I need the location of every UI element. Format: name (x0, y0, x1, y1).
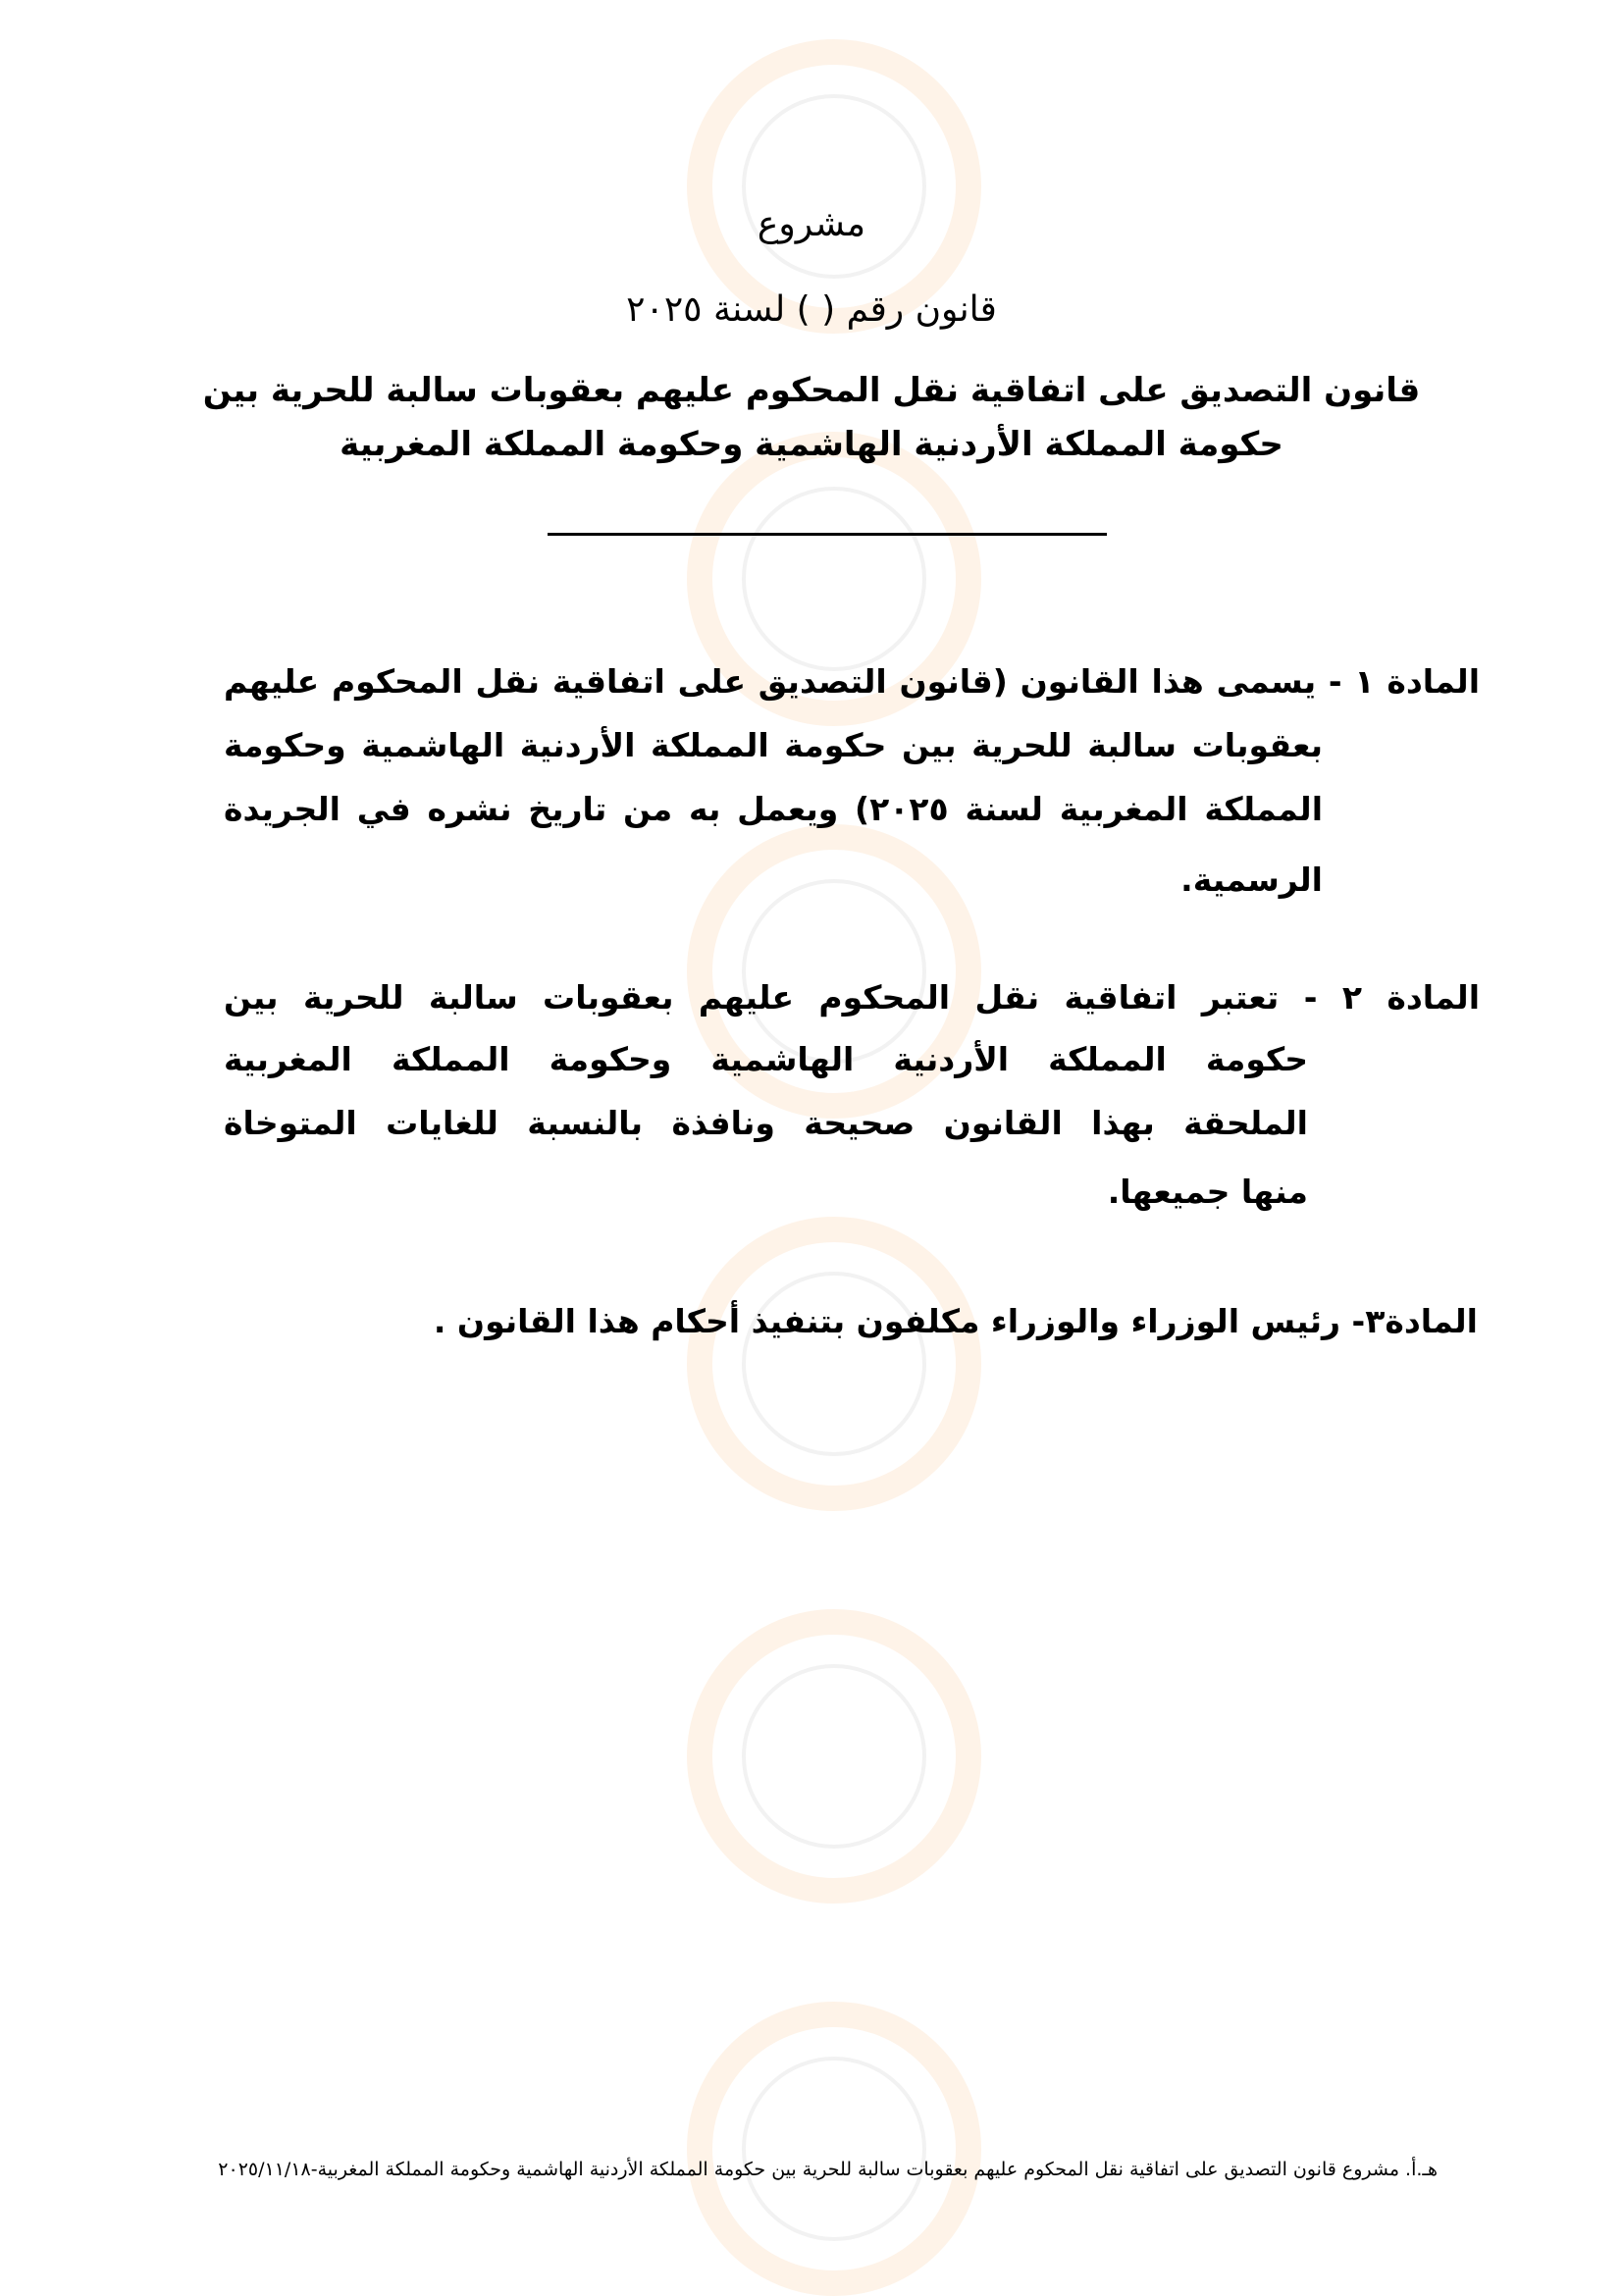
article-line: الرسمية. (1180, 861, 1323, 899)
watermark-clock-icon (687, 2002, 981, 2296)
watermark-clock-icon (687, 1217, 981, 1511)
article-line: منها جميعها. (1107, 1173, 1308, 1211)
divider (548, 533, 1107, 536)
article-line: المادة ١ - يسمى هذا القانون (قانون التصديق على اتفاقية نقل المحكوم عليهم (224, 662, 1481, 701)
footer-reference: هـ.أ. مشروع قانون التصديق على اتفاقية نقل المحكوم عليهم بعقوبات سالبة للحرية بين حكومة المملكة الأردنية الهاشمية وحكومة المملكة المغربية-٢٠٢٥/١١/١٨ (218, 2159, 1438, 2180)
law-subject-line-2: حكومة المملكة الأردنية الهاشمية وحكومة المملكة المغربية (340, 425, 1283, 464)
article-line: المادة ٢ - تعتبر اتفاقية نقل المحكوم عليهم بعقوبات سالبة للحرية بين (224, 978, 1481, 1017)
article-line: المملكة المغربية لسنة ٢٠٢٥) ويعمل به من تاريخ نشره في الجريدة (224, 790, 1323, 828)
article-line: بعقوبات سالبة للحرية بين حكومة المملكة الأردنية الهاشمية وحكومة (224, 726, 1323, 764)
watermark-clock-icon (687, 1609, 981, 1904)
article-line: حكومة المملكة الأردنية الهاشمية وحكومة المملكة المغربية (224, 1040, 1308, 1078)
article-line: الملحقة بهذا القانون صحيحة ونافذة بالنسبة للغايات المتوخاة (224, 1104, 1308, 1142)
draft-label: مشروع (757, 204, 866, 244)
article-line: المادة٣- رئيس الوزراء والوزراء مكلفون بتنفيذ أحكام هذا القانون . (433, 1302, 1478, 1340)
law-subject-line-1: قانون التصديق على اتفاقية نقل المحكوم عليهم بعقوبات سالبة للحرية بين (202, 371, 1421, 410)
law-number: قانون رقم ( ) لسنة ٢٠٢٥ (626, 289, 997, 330)
